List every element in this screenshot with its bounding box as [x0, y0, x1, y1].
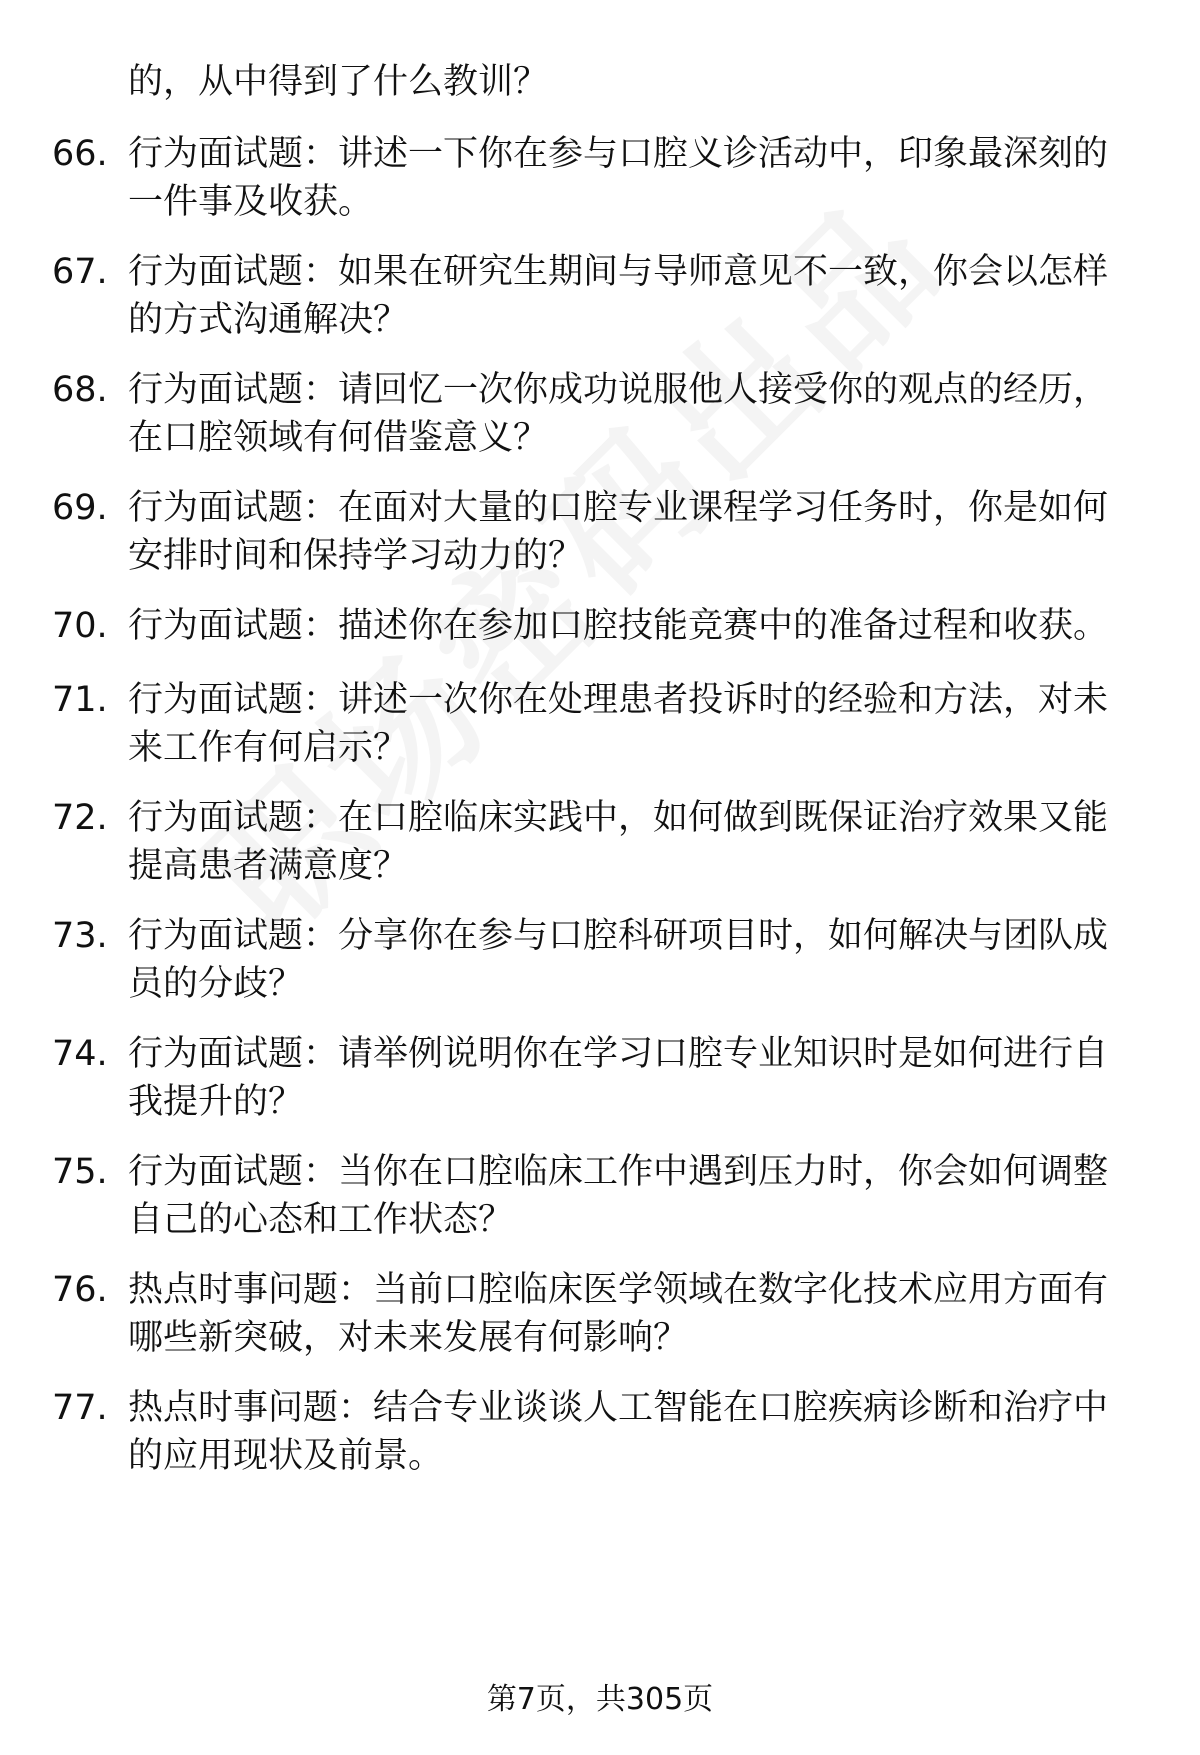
question-line: 安排时间和保持学习动力的？: [128, 536, 584, 576]
question-line: 行为面试题：如果在研究生期间与导师意见不一致，你会以怎样: [128, 252, 1109, 292]
question-text: [128, 1030, 1153, 1126]
continued-question-text: 的，从中得到了什么教训？: [128, 62, 549, 102]
question-text: [128, 484, 1153, 580]
question-line: 行为面试题：在口腔临床实践中，如何做到既保证治疗效果又能: [128, 798, 1109, 838]
question-line: 自己的心态和工作状态？: [128, 1200, 514, 1240]
question-line: 行为面试题：讲述一下你在参与口腔义诊活动中，印象最深刻的: [128, 134, 1109, 174]
question-text: [128, 912, 1153, 1008]
question-line: 行为面试题：描述你在参加口腔技能竞赛中的准备过程和收获。: [128, 606, 1109, 646]
question-line: 的方式沟通解决？: [128, 300, 409, 340]
question-text: [128, 248, 1153, 344]
question-text: [128, 1266, 1153, 1362]
question-text: [128, 602, 1153, 650]
question-line: 热点时事问题：当前口腔临床医学领域在数字化技术应用方面有: [128, 1270, 1109, 1310]
question-text: [128, 794, 1153, 890]
question-number: 77.: [52, 1388, 108, 1428]
question-line: 行为面试题：当你在口腔临床工作中遇到压力时，你会如何调整: [128, 1152, 1109, 1192]
question-line: 在口腔领域有何借鉴意义？: [128, 418, 549, 458]
question-number: 75.: [52, 1152, 108, 1192]
question-number: 69.: [52, 488, 108, 528]
question-text: [128, 676, 1153, 772]
question-number: 76.: [52, 1270, 108, 1310]
question-line: 行为面试题：分享你在参与口腔科研项目时，如何解决与团队成: [128, 916, 1109, 956]
question-line: 员的分歧？: [128, 964, 304, 1004]
question-text: [128, 1384, 1153, 1480]
question-line: 我提升的？: [128, 1082, 304, 1122]
question-line: 哪些新突破，对未来发展有何影响？: [128, 1318, 689, 1358]
question-number: 71.: [52, 680, 108, 720]
question-line: 提高患者满意度？: [128, 846, 409, 886]
question-text: [128, 130, 1153, 226]
page-number-footer: 第7页，共305页: [486, 1682, 714, 1717]
question-line: 行为面试题：请回忆一次你成功说服他人接受你的观点的经历，: [128, 370, 1109, 410]
question-number: 72.: [52, 798, 108, 838]
question-number: 68.: [52, 370, 108, 410]
question-line: 来工作有何启示？: [128, 728, 409, 768]
question-text: [128, 366, 1153, 462]
question-number: 73.: [52, 916, 108, 956]
question-number: 70.: [52, 606, 108, 646]
question-line: 的应用现状及前景。: [128, 1436, 444, 1476]
question-text: [128, 1148, 1153, 1244]
question-line: 行为面试题：请举例说明你在学习口腔专业知识时是如何进行自: [128, 1034, 1109, 1074]
question-line: 热点时事问题：结合专业谈谈人工智能在口腔疾病诊断和治疗中: [128, 1388, 1109, 1428]
question-line: 行为面试题：讲述一次你在处理患者投诉时的经验和方法，对未: [128, 680, 1109, 720]
question-line: 行为面试题：在面对大量的口腔专业课程学习任务时，你是如何: [128, 488, 1109, 528]
question-line: 一件事及收获。: [128, 182, 374, 222]
question-number: 67.: [52, 252, 108, 292]
question-number: 66.: [52, 134, 108, 174]
question-number: 74.: [52, 1034, 108, 1074]
